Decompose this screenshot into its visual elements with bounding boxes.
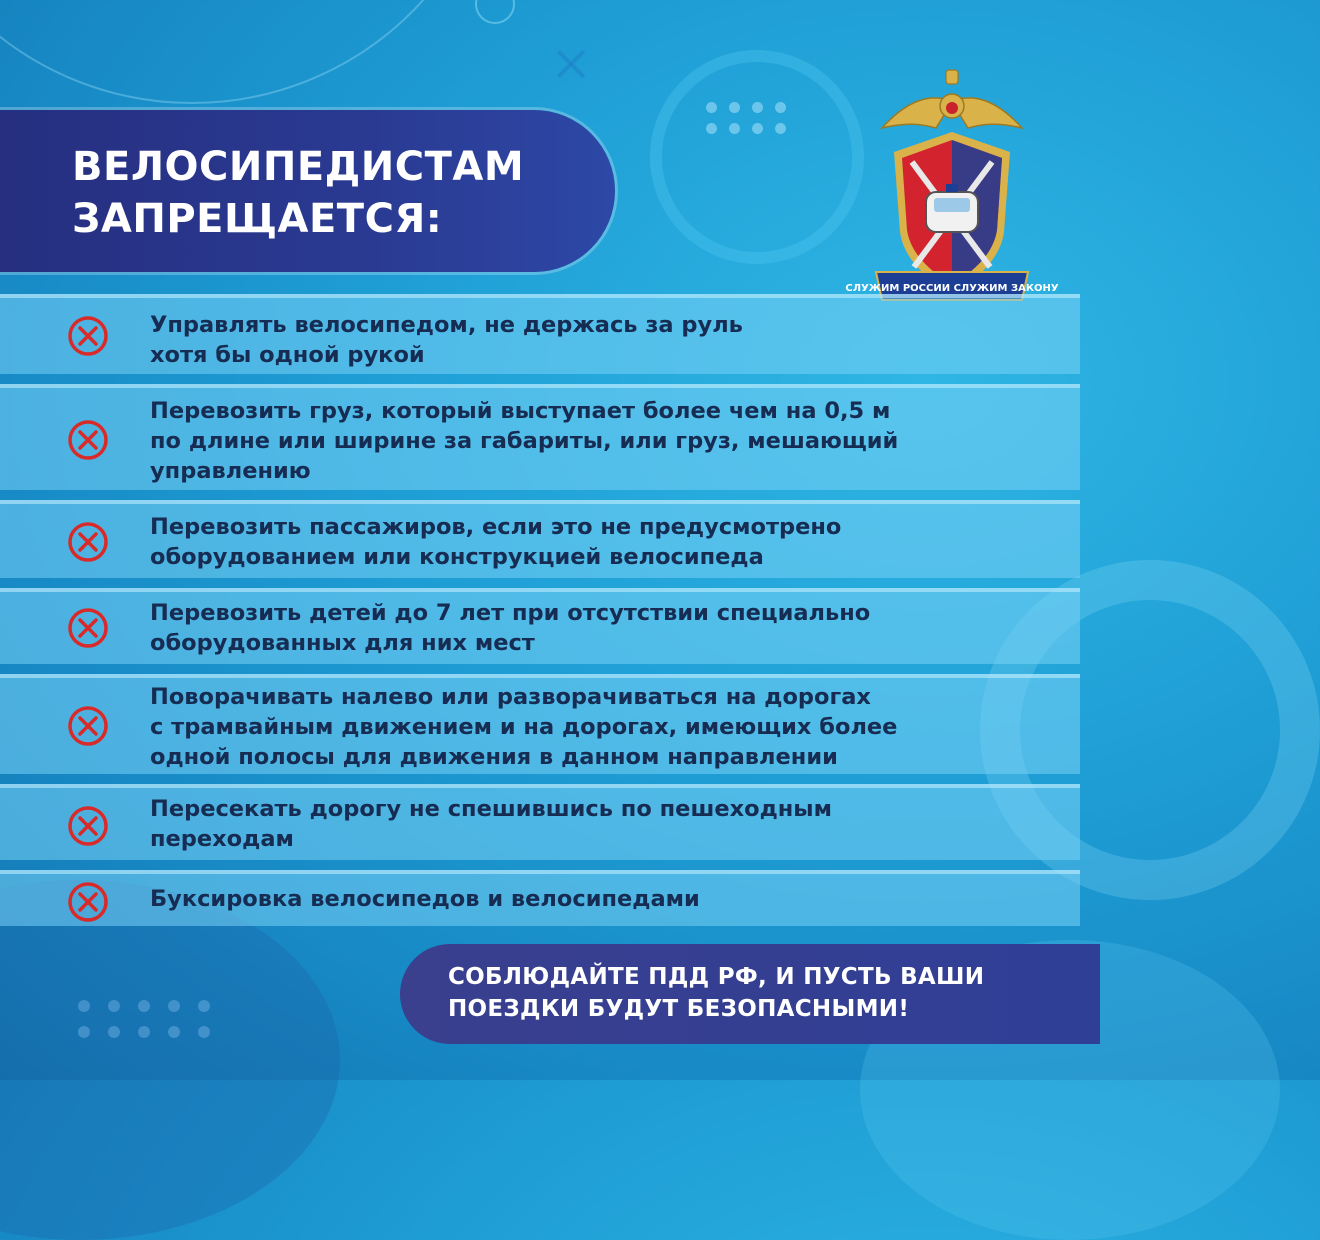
emblem-ribbon-text: СЛУЖИМ РОССИИ СЛУЖИМ ЗАКОНУ [845, 283, 1059, 294]
list-item-text: Пересекать дорогу не спешившись по пешеходным переходам [150, 796, 833, 852]
footer-line-2: ПОЕЗДКИ БУДУТ БЕЗОПАСНЫМИ! [448, 996, 910, 1022]
list-item [0, 784, 1080, 860]
list-item [0, 500, 1080, 578]
list-item [0, 870, 1080, 926]
list-item [0, 674, 1080, 774]
decorative-ring [650, 50, 864, 264]
prohibit-icon [66, 704, 110, 748]
list-item [0, 294, 1080, 374]
title-banner [0, 110, 615, 272]
prohibit-icon [66, 804, 110, 848]
decorative-arc [0, 0, 504, 104]
prohibit-icon [66, 418, 110, 462]
prohibit-icon [66, 520, 110, 564]
list-item-text: Поворачивать налево или разворачиваться на дорогах с трамвайным движением и на дорогах, имеющих более одной полосы для движения в данном направлении [150, 684, 898, 770]
title-line-2: ЗАПРЕЩАЕТСЯ: [72, 196, 443, 242]
list-item-text: Перевозить пассажиров, если это не предусмотрено оборудованием или конструкцией велосипеда [150, 514, 842, 570]
footer-banner [400, 944, 1100, 1044]
list-item-text: Управлять велосипедом, не держась за руль хотя бы одной рукой [150, 312, 743, 368]
list-item [0, 384, 1080, 490]
list-item-text: Перевозить детей до 7 лет при отсутствии специально оборудованных для них мест [150, 600, 871, 656]
police-emblem-icon [845, 62, 1059, 312]
prohibit-icon [66, 314, 110, 358]
decorative-cross-icon [555, 48, 587, 80]
decorative-blob [0, 880, 340, 1240]
prohibit-icon [66, 880, 110, 924]
decorative-small-ring [475, 0, 515, 24]
decorative-dots [78, 1000, 210, 1038]
prohibit-icon [66, 606, 110, 650]
decorative-dots [706, 102, 786, 134]
list-item-text: Перевозить груз, который выступает более чем на 0,5 м по длине или ширине за габариты, или груз, мешающий управлению [150, 398, 899, 484]
footer-line-1: СОБЛЮДАЙТЕ ПДД РФ, И ПУСТЬ ВАШИ [448, 964, 985, 990]
list-item-text: Буксировка велосипедов и велосипедами [150, 886, 700, 912]
list-item [0, 588, 1080, 664]
title-line-1: ВЕЛОСИПЕДИСТАМ [72, 144, 525, 190]
